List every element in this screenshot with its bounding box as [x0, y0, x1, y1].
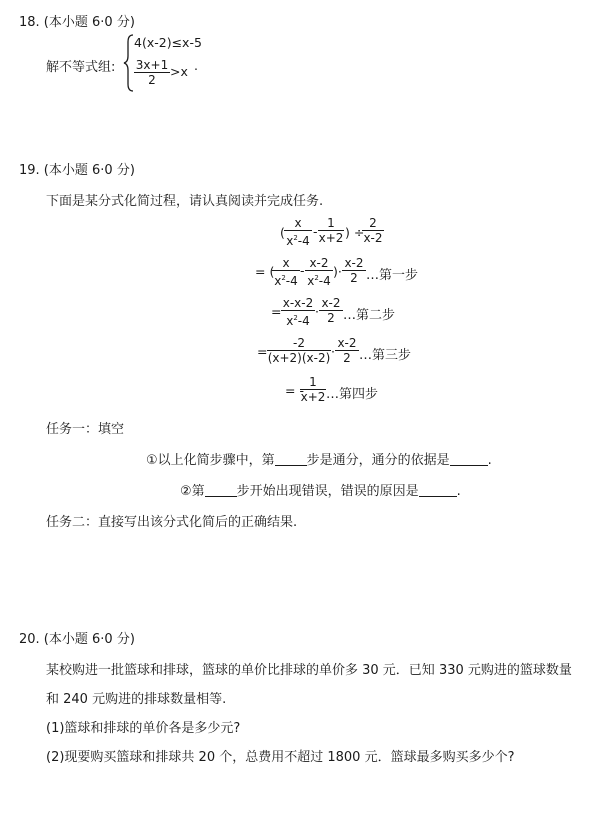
expr2-step: …第二步	[343, 308, 396, 323]
q18-ineq2-den: 2	[148, 73, 156, 87]
q18-prompt: 解不等式组:	[46, 60, 116, 75]
task1-blank3[interactable]	[205, 484, 237, 497]
expr3-f1-den: (x+2)(x-2)	[267, 351, 331, 365]
task1-item1-c: .	[487, 453, 492, 468]
task1-blank2[interactable]	[450, 453, 488, 466]
expr1-frac1	[272, 256, 300, 288]
expr0-f3-num: 2	[362, 216, 384, 231]
expr1-minus: -	[300, 263, 305, 278]
task1-item1	[146, 449, 492, 468]
expr0-lparen: (	[280, 225, 285, 240]
expr1-f3-num: x-2	[342, 256, 366, 271]
expr1-frac3	[342, 256, 366, 285]
task1-item2	[180, 480, 461, 499]
q20-sub1: (1)篮球和排球的单价各是多少元?	[46, 721, 241, 736]
expr0-frac1	[284, 216, 312, 248]
expr3-mul: ·	[331, 344, 335, 359]
task1-blank1[interactable]	[275, 453, 307, 466]
expr0-f2-num: 1	[318, 216, 344, 231]
expr0-f2-den: x+2	[318, 231, 344, 245]
expr2-f2-num: x-2	[319, 296, 343, 311]
expr1-f1-num: x	[272, 256, 300, 271]
task1-item1-a: ①以上化简步骤中，第	[146, 453, 275, 468]
q18-ineq2-num: 3x+1	[135, 58, 169, 72]
q18-header: 18. (本小题 6·0 分)	[19, 15, 135, 30]
expr0-f3-den: x-2	[363, 231, 383, 245]
expr0-div: ) ÷	[345, 225, 365, 240]
expr3-step: …第三步	[359, 348, 412, 363]
expr2-f1-num: x-x-2	[282, 296, 314, 310]
expr3-frac1	[267, 336, 331, 365]
q20-header: 20. (本小题 6·0 分)	[19, 632, 135, 647]
task1-blank4[interactable]	[419, 484, 457, 497]
q19-header: 19. (本小题 6·0 分)	[19, 163, 135, 178]
task1-item2-b: 步开始出现错误，错误的原因是	[236, 484, 419, 499]
expr0-f1-num: x	[284, 216, 312, 231]
q20-line2: 和 240 元购进的排球数量相等.	[46, 692, 227, 707]
task1-title: 任务一：填空	[46, 422, 125, 437]
expr4-f1-den: x+2	[300, 390, 326, 404]
expr0-frac3	[362, 216, 384, 245]
expr1-eq: = (	[255, 264, 275, 279]
expr2-frac1	[281, 296, 315, 328]
expr1-step: …第一步	[366, 268, 419, 283]
q20-line1: 某校购进一批篮球和排球，篮球的单价比排球的单价多 30 元．已知 330 元购进的篮球数量	[46, 663, 572, 678]
expr1-mul: )·	[333, 264, 342, 279]
expr1-f1-den: $x^2-4$	[274, 274, 298, 288]
expr4-step: …第四步	[326, 387, 379, 402]
expr2-f1-den: $x^2-4$	[286, 314, 310, 328]
task1-item1-b: 步是通分，通分的依据是	[306, 453, 450, 468]
expr4-frac1	[300, 375, 326, 404]
expr2-mul: ·	[315, 304, 319, 319]
q18-end-dot: .	[194, 58, 198, 73]
expr0-f1-den: $x^2-4$	[286, 234, 310, 248]
expr3-eq: =	[257, 344, 268, 359]
expr1-f2-den: $x^2-4$	[307, 274, 331, 288]
expr4-f1-num: 1	[300, 375, 326, 390]
task1-item2-a: ②第	[180, 484, 205, 499]
expr3-f1-num: -2	[267, 336, 331, 351]
expr1-frac2	[305, 256, 333, 288]
expr1-f3-den: 2	[350, 271, 358, 285]
expr3-frac2	[335, 336, 359, 365]
task1-item2-c: .	[456, 484, 461, 499]
q18-ineq2-rel: >x	[170, 64, 188, 79]
expr3-f2-den: 2	[343, 351, 351, 365]
expr0-frac2	[318, 216, 344, 245]
q18-ineq2-frac	[134, 58, 170, 87]
task2-text: 任务二：直接写出该分式化简后的正确结果.	[46, 515, 298, 530]
expr2-frac2	[319, 296, 343, 325]
expr3-f2-num: x-2	[335, 336, 359, 351]
q20-sub2: (2)现要购买篮球和排球共 20 个，总费用不超过 1800 元．篮球最多购买多少个?	[46, 750, 515, 765]
q19-intro: 下面是某分式化简过程，请认真阅读并完成任务.	[46, 194, 324, 209]
expr0-minus: -	[313, 224, 318, 239]
q18-ineq1: 4(x-2)≤x-5	[134, 35, 202, 50]
expr2-eq: =	[271, 304, 282, 319]
expr1-f2-num: x-2	[305, 256, 333, 271]
expr4-eq: = -	[285, 383, 304, 398]
expr2-f2-den: 2	[327, 311, 335, 325]
